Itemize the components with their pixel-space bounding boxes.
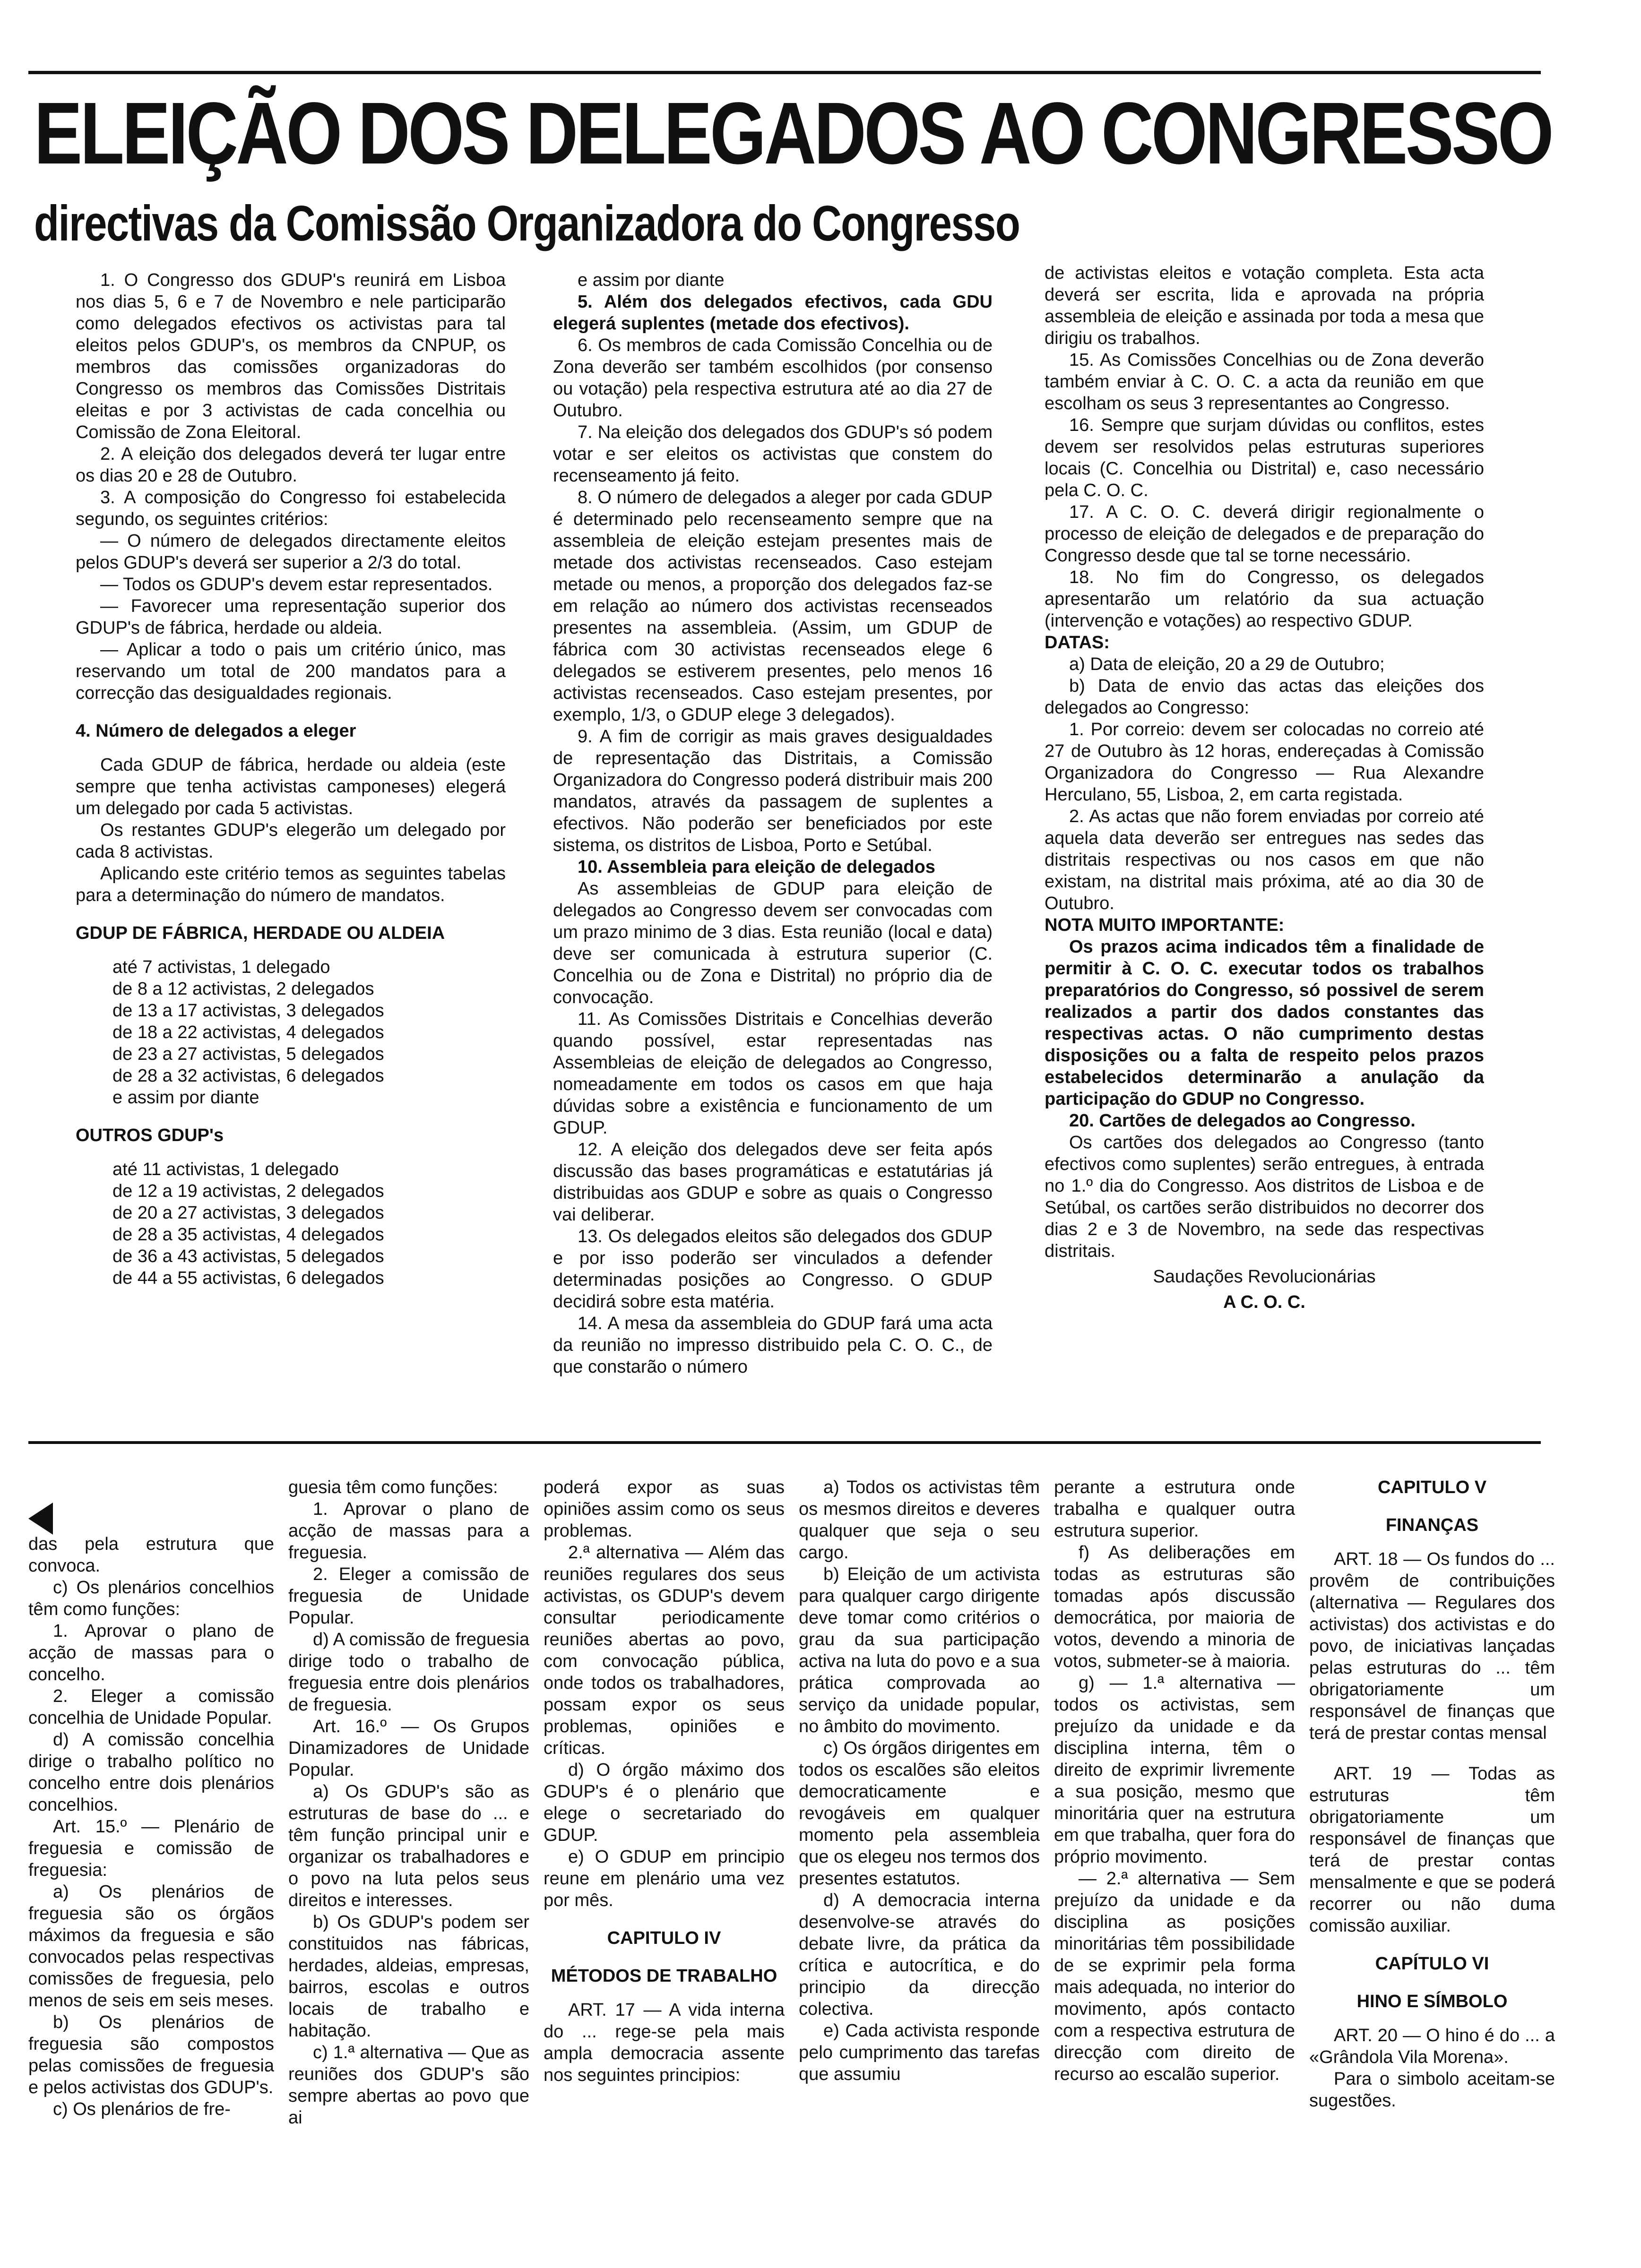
list-item: de 28 a 35 activistas, 4 delegados	[112, 1225, 384, 1245]
list-item: de 23 a 27 activistas, 5 delegados	[112, 1044, 384, 1064]
paragraph: 5. Além dos delegados efectivos, cada GDU elegerá suplentes (metade dos efectivos).	[553, 292, 993, 334]
important-note: Os prazos acima indicados têm a finalidade de permitir à C. O. C. executar todos os trabalhos preparatórios do Congresso, só possivel de serem realizados a partir dos dados constantes das respectivas actas. O não cumprimento destas disposições ou a falta de respeito pelos prazos estabelecidos determinarão a anulação da participação do GDUP no Congresso.	[1045, 937, 1484, 1109]
paragraph: d) A comissão de freguesia dirige todo o trabalho de freguesia entre dois plenários de freguesia.	[288, 1630, 529, 1715]
list-item: de 12 a 19 activistas, 2 delegados	[112, 1181, 384, 1201]
paragraph: ART. 20 — O hino é do ... a «Grândola Vila Morena».	[1309, 2026, 1555, 2067]
paragraph: 2.ª alternativa — Além das reuniões regulares dos seus activistas, os GDUP's devem consultar periodicamente reuniões abertas ao povo, com convocação pública, onde todos os trabalhadores, possam expor os seus problemas, opiniões e críticas.	[544, 1543, 785, 1758]
list-item: de 13 a 17 activistas, 3 delegados	[112, 1001, 384, 1021]
paragraph: a) Os GDUP's são as estruturas de base do ... e têm função principal unir e organizar os trabalhadores e o povo na luta pelos seus direitos e interesses.	[288, 1782, 529, 1910]
table-heading: GDUP DE FÁBRICA, HERDADE OU ALDEIA	[76, 923, 445, 943]
paragraph: f) As deliberações em todas as estruturas são tomadas após discussão democrática, por maioria de votos, devendo a minoria de votos, submeter-se à maioria.	[1054, 1543, 1295, 1671]
paragraph: Art. 16.º — Os Grupos Dinamizadores de Unidade Popular.	[288, 1717, 529, 1780]
list-item: de 28 a 32 activistas, 6 delegados	[112, 1066, 384, 1086]
paragraph: 1. Aprovar o plano de acção de massas para a freguesia.	[288, 1499, 529, 1563]
paragraph: — O número de delegados directamente eleitos pelos GDUP's deverá ser superior a 2/3 do total.	[76, 531, 506, 573]
paragraph: 14. A mesa da assembleia do GDUP fará uma acta da reunião no impresso distribuido pela C. O. C., de que constarão o número	[553, 1314, 993, 1377]
article-column-1	[76, 269, 506, 1432]
mandate-table-factory	[76, 956, 506, 1108]
paragraph: 3. A composição do Congresso foi estabelecida segundo, os seguintes critérios:	[76, 488, 506, 529]
paragraph: Os cartões dos delegados ao Congresso (tanto efectivos como suplentes) serão entregues, à entrada no 1.º dia do Congresso. Aos distritos de Lisboa e de Setúbal, os cartões serão distribuidos no decorrer dos dias 2 e 3 de Novembro, na sede das respectivas distritais.	[1045, 1133, 1484, 1261]
paragraph: c) Os plenários concelhios têm como funções:	[28, 1578, 274, 1619]
paragraph: 1. Por correio: devem ser colocadas no correio até 27 de Outubro às 12 horas, endereçadas à Comissão Organizadora do Congresso — Rua Alexandre Herculano, 55, Lisboa, 2, em carta registada.	[1045, 720, 1484, 805]
paragraph: e) O GDUP em principio reune em plenário uma vez por mês.	[544, 1847, 785, 1910]
paragraph: 2. Eleger a comissão concelhia de Unidade Popular.	[28, 1686, 274, 1728]
chapter-title: FINANÇAS	[1385, 1515, 1479, 1535]
article-column-3	[1045, 262, 1484, 1434]
list-item: até 11 activistas, 1 delegado	[112, 1160, 339, 1179]
paragraph: c) Os órgãos dirigentes em todos os escalões são eleitos democraticamente e revogáveis em qualquer momento pela assembleia que os elegeu nos termos dos presentes estatutos.	[799, 1738, 1040, 1889]
paragraph: a) Data de eleição, 20 a 29 de Outubro;	[1069, 654, 1385, 674]
paragraph: c) 1.ª alternativa — Que as reuniões dos GDUP's são sempre abertas ao povo que ai	[288, 2043, 529, 2128]
list-item: de 20 a 27 activistas, 3 delegados	[112, 1203, 384, 1223]
paragraph: 18. No fim do Congresso, os delegados apresentarão um relatório da sua actuação (intervenção e votações) ao respectivo GDUP.	[1045, 567, 1484, 631]
paragraph: 11. As Comissões Distritais e Concelhias deverão quando possível, estar representadas nas Assembleias de eleição de delegados ao Congresso, nomeadamente em todos os casos em que haja dúvidas sobre a existência e funcionamento de um GDUP.	[553, 1009, 993, 1138]
paragraph: 13. Os delegados eleitos são delegados dos GDUP e por isso poderão ser vinculados a defender determinadas posições ao Congresso. O GDUP decidirá sobre esta matéria.	[553, 1227, 993, 1312]
paragraph: d) O órgão máximo dos GDUP's é o plenário que elege o secretariado do GDUP.	[544, 1760, 785, 1845]
paragraph: 16. Sempre que surjam dúvidas ou conflitos, estes devem ser resolvidos pelas estruturas superiores locais (C. Concelhia ou Distrital) e, caso necessário pela C. O. C.	[1045, 415, 1484, 500]
paragraph: ART. 19 — Todas as estruturas têm obrigatoriamente um responsável de finanças que terá de prestar contas mensalmente e que se poderá recorrer ou não duma comissão auxiliar.	[1309, 1764, 1555, 1936]
paragraph: b) Data de envio das actas das eleições dos delegados ao Congresso:	[1045, 676, 1484, 718]
list-item: de 36 a 43 activistas, 5 delegados	[112, 1246, 384, 1266]
paragraph: b) Os plenários de freguesia são compostos pelas comissões de freguesia e pelos activistas dos GDUP's.	[28, 2012, 274, 2097]
paragraph: 1. Aprovar o plano de acção de massas para o concelho.	[28, 1621, 274, 1684]
paragraph: ART. 17 — A vida interna do ... rege-se pela mais ampla democracia assente nos seguintes principios:	[544, 2000, 785, 2085]
closing-greeting: Saudações Revolucionárias	[1153, 1267, 1376, 1287]
paragraph: 8. O número de delegados a aleger por cada GDUP é determinado pelo recenseamento sempre que na assembleia de eleição estejam presentes mais de metade dos activistas recenseados. Caso estejam metade ou menos, a proporção dos delegados faz-se em relação ao número dos activistas recenseados presentes na assembleia. (Assim, um GDUP de fábrica com 30 activistas recenseados elege 6 delegados se estiverem presentes, pelo menos 16 activistas recenseados. Caso estejam presentes, por exemplo, 1/3, o GDUP elege 3 delegados).	[553, 488, 993, 725]
spacer	[1309, 1744, 1555, 1763]
statutes-column-6	[1309, 1477, 1555, 2218]
paragraph: das pela estrutura que convoca.	[28, 1534, 274, 1576]
list-item: de 44 a 55 activistas, 6 delegados	[112, 1268, 384, 1288]
paragraph: 2. As actas que não forem enviadas por correio até aquela data deverão ser entregues nas sedes das distritais respectivas ou nos casos em que não existam, na distrital mais próxima, até ao dia 30 de Outubro.	[1045, 807, 1484, 913]
paragraph: As assembleias de GDUP para eleição de delegados ao Congresso devem ser convocadas com um prazo minimo de 3 dias. Esta reunião (local e data) deve ser comunicada à estrutura superior (C. Concelhia ou de Zona e Distrital) no próprio dia de convocação.	[553, 879, 993, 1007]
chapter-title: MÉTODOS DE TRABALHO	[551, 1966, 777, 1986]
article-column-2	[553, 269, 993, 1432]
chapter-title: HINO E SÍMBOLO	[1356, 1992, 1508, 2011]
headline: ELEIÇÃO DOS DELEGADOS AO CONGRESSO	[34, 85, 1552, 182]
continuation-arrow-icon	[28, 1503, 53, 1535]
section-heading: 4. Número de delegados a eleger	[76, 721, 356, 741]
section-rule	[28, 1441, 1541, 1444]
paragraph: — 2.ª alternativa — Sem prejuízo da unidade e da disciplina as posições minoritárias têm possibilidade de se exprimir pela forma mais adequada, no interior do movimento, após contacto com a respectiva estrutura de direcção com direito de recurso ao escalão superior.	[1054, 1869, 1295, 2084]
signature: A C. O. C.	[1223, 1292, 1305, 1312]
top-rule	[28, 71, 1541, 74]
statutes-column-5	[1054, 1477, 1295, 2218]
statutes-column-3	[544, 1477, 785, 2218]
paragraph: de activistas eleitos e votação completa. Esta acta deverá ser escrita, lida e aprovada na própria assembleia de eleição e assinada por toda a mesa que dirigiu os trabalhos.	[1045, 263, 1484, 348]
paragraph: 15. As Comissões Concelhias ou de Zona deverão também enviar à C. O. C. a acta da reunião em que escolham os seus 3 representantes ao Congresso.	[1045, 350, 1484, 413]
paragraph: 1. O Congresso dos GDUP's reunirá em Lisboa nos dias 5, 6 e 7 de Novembro e nele participarão como delegados efectivos os activistas para tal eleitos pelos GDUP's, os membros da CNPUP, os membros das comissões organizadoras do Congresso os membros das Comissões Distritais eleitas e por 3 activistas de cada concelhia ou Comissão de Zona Eleitoral.	[76, 270, 506, 442]
paragraph: e assim por diante	[578, 270, 725, 290]
paragraph: 2. Eleger a comissão de freguesia de Unidade Popular.	[288, 1564, 529, 1628]
paragraph: Os restantes GDUP's elegerão um delegado por cada 8 activistas.	[76, 820, 506, 862]
chapter-heading: CAPÍTULO VI	[1375, 1954, 1489, 1974]
paragraph: 17. A C. O. C. deverá dirigir regionalmente o processo de eleição de delegados e de preparação do Congresso desde que tal se torne necessário.	[1045, 502, 1484, 566]
paragraph: 6. Os membros de cada Comissão Concelhia ou de Zona deverão ser também escolhidos (por consenso ou votação) pela respectiva estrutura até ao dia 27 de Outubro.	[553, 335, 993, 421]
paragraph: e) Cada activista responde pelo cumprimento das tarefas que assumiu	[799, 2021, 1040, 2084]
paragraph: ART. 18 — Os fundos do ... provêm de contribuições (alternativa — Regulares dos activistas) dos activistas e do povo, de iniciativas lançadas pelas estruturas do ... têm obrigatoriamente um responsável de finanças que terá de prestar contas mensal	[1309, 1549, 1555, 1743]
statutes-column-1	[28, 1533, 274, 2218]
paragraph: 9. A fim de corrigir as mais graves desigualdades de representação das Distritais, a Comissão Organizadora do Congresso poderá distribuir mais 200 mandatos, através da passagem de suplentes a efectivos. Não poderão ser beneficiados por este sistema, os distritos de Lisboa, Porto e Setúbal.	[553, 727, 993, 855]
paragraph: perante a estrutura onde trabalha e qualquer outra estrutura superior.	[1054, 1478, 1295, 1541]
paragraph: a) Todos os activistas têm os mesmos direitos e deveres qualquer que seja o seu cargo.	[799, 1478, 1040, 1563]
paragraph: — Favorecer uma representação superior dos GDUP's de fábrica, herdade ou aldeia.	[76, 596, 506, 638]
paragraph: — Aplicar a todo o pais um critério único, mas reservando um total de 200 mandatos para a correcção das desigualdades regionais.	[76, 640, 506, 703]
paragraph: a) Os plenários de freguesia são os órgãos máximos da freguesia e são convocados pelas respectivas comissões de freguesia, pelo menos de seis em seis meses.	[28, 1882, 274, 2010]
section-heading: 20. Cartões de delegados ao Congresso.	[1069, 1111, 1416, 1131]
table-heading: OUTROS GDUP's	[76, 1125, 224, 1145]
paragraph: Cada GDUP de fábrica, herdade ou aldeia (este sempre que tenha activistas camponeses) elegerá um delegado por cada 5 activistas.	[76, 755, 506, 818]
paragraph: 7. Na eleição dos delegados dos GDUP's só podem votar e ser eleitos os activistas que constem do recenseamento já feito.	[553, 422, 993, 486]
section-heading: 10. Assembleia para eleição de delegados	[578, 857, 935, 877]
paragraph: b) Eleição de um activista para qualquer cargo dirigente deve tomar como critérios o grau da sua participação activa na luta do povo e a sua prática comprovada ao serviço da unidade popular, no âmbito do movimento.	[799, 1564, 1040, 1736]
list-item: e assim por diante	[112, 1088, 259, 1108]
paragraph: poderá expor as suas opiniões assim como os seus problemas.	[544, 1478, 785, 1541]
chapter-heading: CAPITULO IV	[607, 1928, 721, 1948]
mandate-table-others	[76, 1159, 506, 1289]
statutes-column-2	[288, 1477, 529, 2218]
paragraph: — Todos os GDUP's devem estar representados.	[100, 575, 493, 594]
paragraph: d) A comissão concelhia dirige o trabalho político no concelho entre dois plenários concelhios.	[28, 1730, 274, 1815]
paragraph: c) Os plenários de fre-	[53, 2099, 231, 2119]
section-heading: NOTA MUITO IMPORTANTE:	[1045, 915, 1285, 935]
list-item: até 7 activistas, 1 delegado	[112, 957, 330, 977]
statutes-column-4	[799, 1477, 1040, 2218]
chapter-heading: CAPITULO V	[1377, 1478, 1487, 1497]
list-item: de 18 a 22 activistas, 4 delegados	[112, 1022, 384, 1042]
paragraph: guesia têm como funções:	[288, 1478, 498, 1497]
paragraph: d) A democracia interna desenvolve-se através do debate livre, da prática da crítica e autocrítica, e do principio da direcção colectiva.	[799, 1890, 1040, 2019]
subtitle: directivas da Comissão Organizadora do Congresso	[34, 196, 1020, 251]
paragraph: g) — 1.ª alternativa — todos os activistas, sem prejuízo da unidade e da disciplina interna, têm o direito de exprimir livremente a sua posição, mesmo que minoritária quer na estrutura em que trabalha, quer fora do próprio movimento.	[1054, 1673, 1295, 1867]
paragraph: 2. A eleição dos delegados deverá ter lugar entre os dias 20 e 28 de Outubro.	[76, 444, 506, 486]
paragraph: Para o simbolo aceitam-se sugestões.	[1309, 2069, 1555, 2111]
paragraph: Art. 15.º — Plenário de freguesia e comissão de freguesia:	[28, 1817, 274, 1880]
paragraph: b) Os GDUP's podem ser constituidos nas fábricas, herdades, aldeias, empresas, bairros, escolas e outros locais de trabalho e habitação.	[288, 1912, 529, 2041]
section-heading: DATAS:	[1045, 633, 1110, 653]
paragraph: Aplicando este critério temos as seguintes tabelas para a determinação do número de mandatos.	[76, 864, 506, 905]
paragraph: 12. A eleição dos delegados deve ser feita após discussão das bases programáticas e estatutárias já distribuidas aos GDUP e sobre as quais o Congresso vai deliberar.	[553, 1140, 993, 1225]
list-item: de 8 a 12 activistas, 2 delegados	[112, 979, 374, 999]
